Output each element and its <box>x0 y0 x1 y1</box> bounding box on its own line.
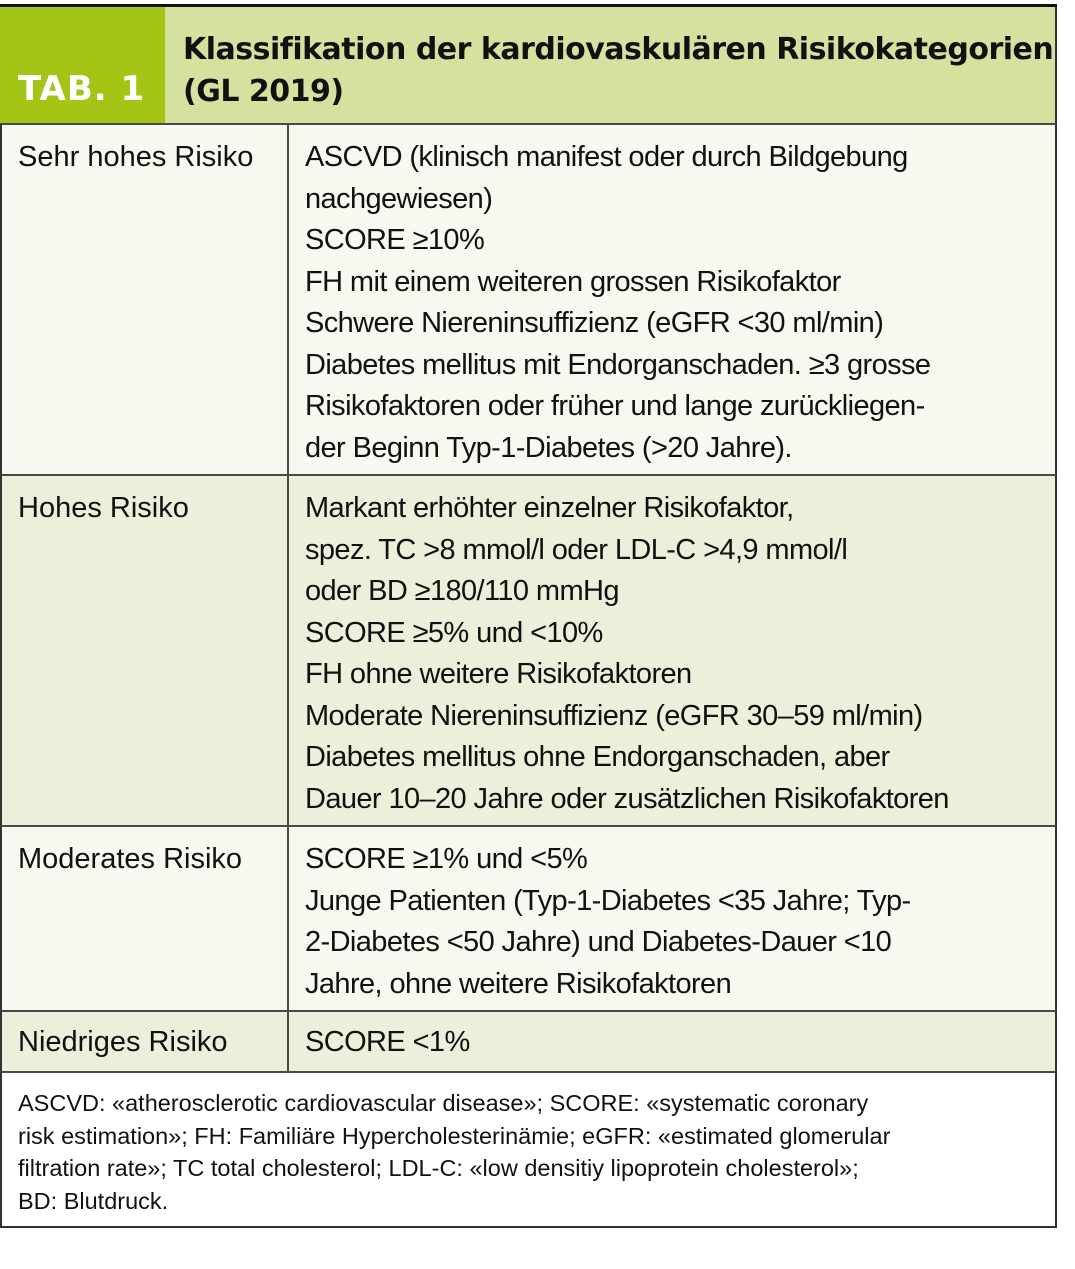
criteria-line: spez. TC >8 mmol/l oder LDL-C >4,9 mmol/l <box>305 533 848 566</box>
risk-criteria <box>289 125 1055 474</box>
risk-category: Moderates Risiko <box>2 827 289 1010</box>
table-title-line: Klassifikation der kardiovaskulären Risikokategorien <box>183 32 1054 67</box>
criteria-line: Risikofaktoren oder früher und lange zurückliegen- <box>305 390 925 422</box>
criteria-line: oder BD ≥180/110 mmHg <box>305 575 619 607</box>
criteria-line: Moderate Niereninsuffizienz (eGFR 30–59 ml/min) <box>305 699 923 732</box>
table-header <box>0 7 1057 123</box>
footnote-line: BD: Blutdruck. <box>18 1187 169 1214</box>
criteria-line: Dauer 10–20 Jahre oder zusätzlichen Risikofaktoren <box>305 782 949 815</box>
criteria-line: ASCVD (klinisch manifest oder durch Bildgebung <box>305 141 908 173</box>
criteria-line: FH mit einem weiteren grossen Risikofaktor <box>305 265 841 298</box>
footnote-line: ASCVD: «atherosclerotic cardiovascular disease»; SCORE: «systematic coronary <box>18 1090 869 1116</box>
criteria-line: FH ohne weitere Risikofaktoren <box>305 658 692 690</box>
criteria-line: 2-Diabetes <50 Jahre) und Diabetes-Dauer <10 <box>305 926 892 958</box>
risk-criteria <box>289 476 1055 825</box>
table-row-moderates-risiko <box>0 825 1057 1010</box>
criteria-line: nachgewiesen) <box>305 182 493 215</box>
footnote-line: filtration rate»; TC total cholesterol; LDL-C: «low densitiy lipoprotein cholesterol»; <box>18 1155 859 1181</box>
criteria-line: Junge Patienten (Typ-1-Diabetes <35 Jahre; Typ- <box>305 884 911 917</box>
table-footnote <box>0 1071 1057 1228</box>
risk-criteria <box>289 827 1055 1010</box>
criteria-line: Schwere Niereninsuffizienz (eGFR <30 ml/min) <box>305 307 884 339</box>
risk-category: Niedriges Risiko <box>2 1012 289 1071</box>
risk-classification-table <box>0 4 1057 1228</box>
criteria-line: SCORE ≥10% <box>305 224 485 256</box>
table-row-sehr-hohes-risiko <box>0 123 1057 474</box>
footnote-line: risk estimation»; FH: Familiäre Hypercholesterinämie; eGFR: «estimated glomerular <box>18 1122 891 1149</box>
table-title-line: (GL 2019) <box>183 74 344 109</box>
criteria-line: Diabetes mellitus mit Endorganschaden. ≥3 grosse <box>305 348 931 381</box>
risk-category: Sehr hohes Risiko <box>2 125 289 474</box>
table-title <box>165 7 1055 123</box>
criteria-line: SCORE <1% <box>305 1026 470 1058</box>
risk-criteria <box>289 1012 1055 1071</box>
criteria-line: Jahre, ohne weitere Risikofaktoren <box>305 967 732 1000</box>
table-row-hohes-risiko <box>0 474 1057 825</box>
table-row-niedriges-risiko <box>0 1010 1057 1071</box>
criteria-line: SCORE ≥1% und <5% <box>305 843 588 875</box>
criteria-line: der Beginn Typ-1-Diabetes (>20 Jahre). <box>305 431 792 464</box>
criteria-line: Markant erhöhter einzelner Risikofaktor, <box>305 492 794 524</box>
criteria-line: Diabetes mellitus ohne Endorganschaden, aber <box>305 741 890 773</box>
table-number-label: TAB. 1 <box>0 7 165 123</box>
risk-category: Hohes Risiko <box>2 476 289 825</box>
criteria-line: SCORE ≥5% und <10% <box>305 616 603 649</box>
